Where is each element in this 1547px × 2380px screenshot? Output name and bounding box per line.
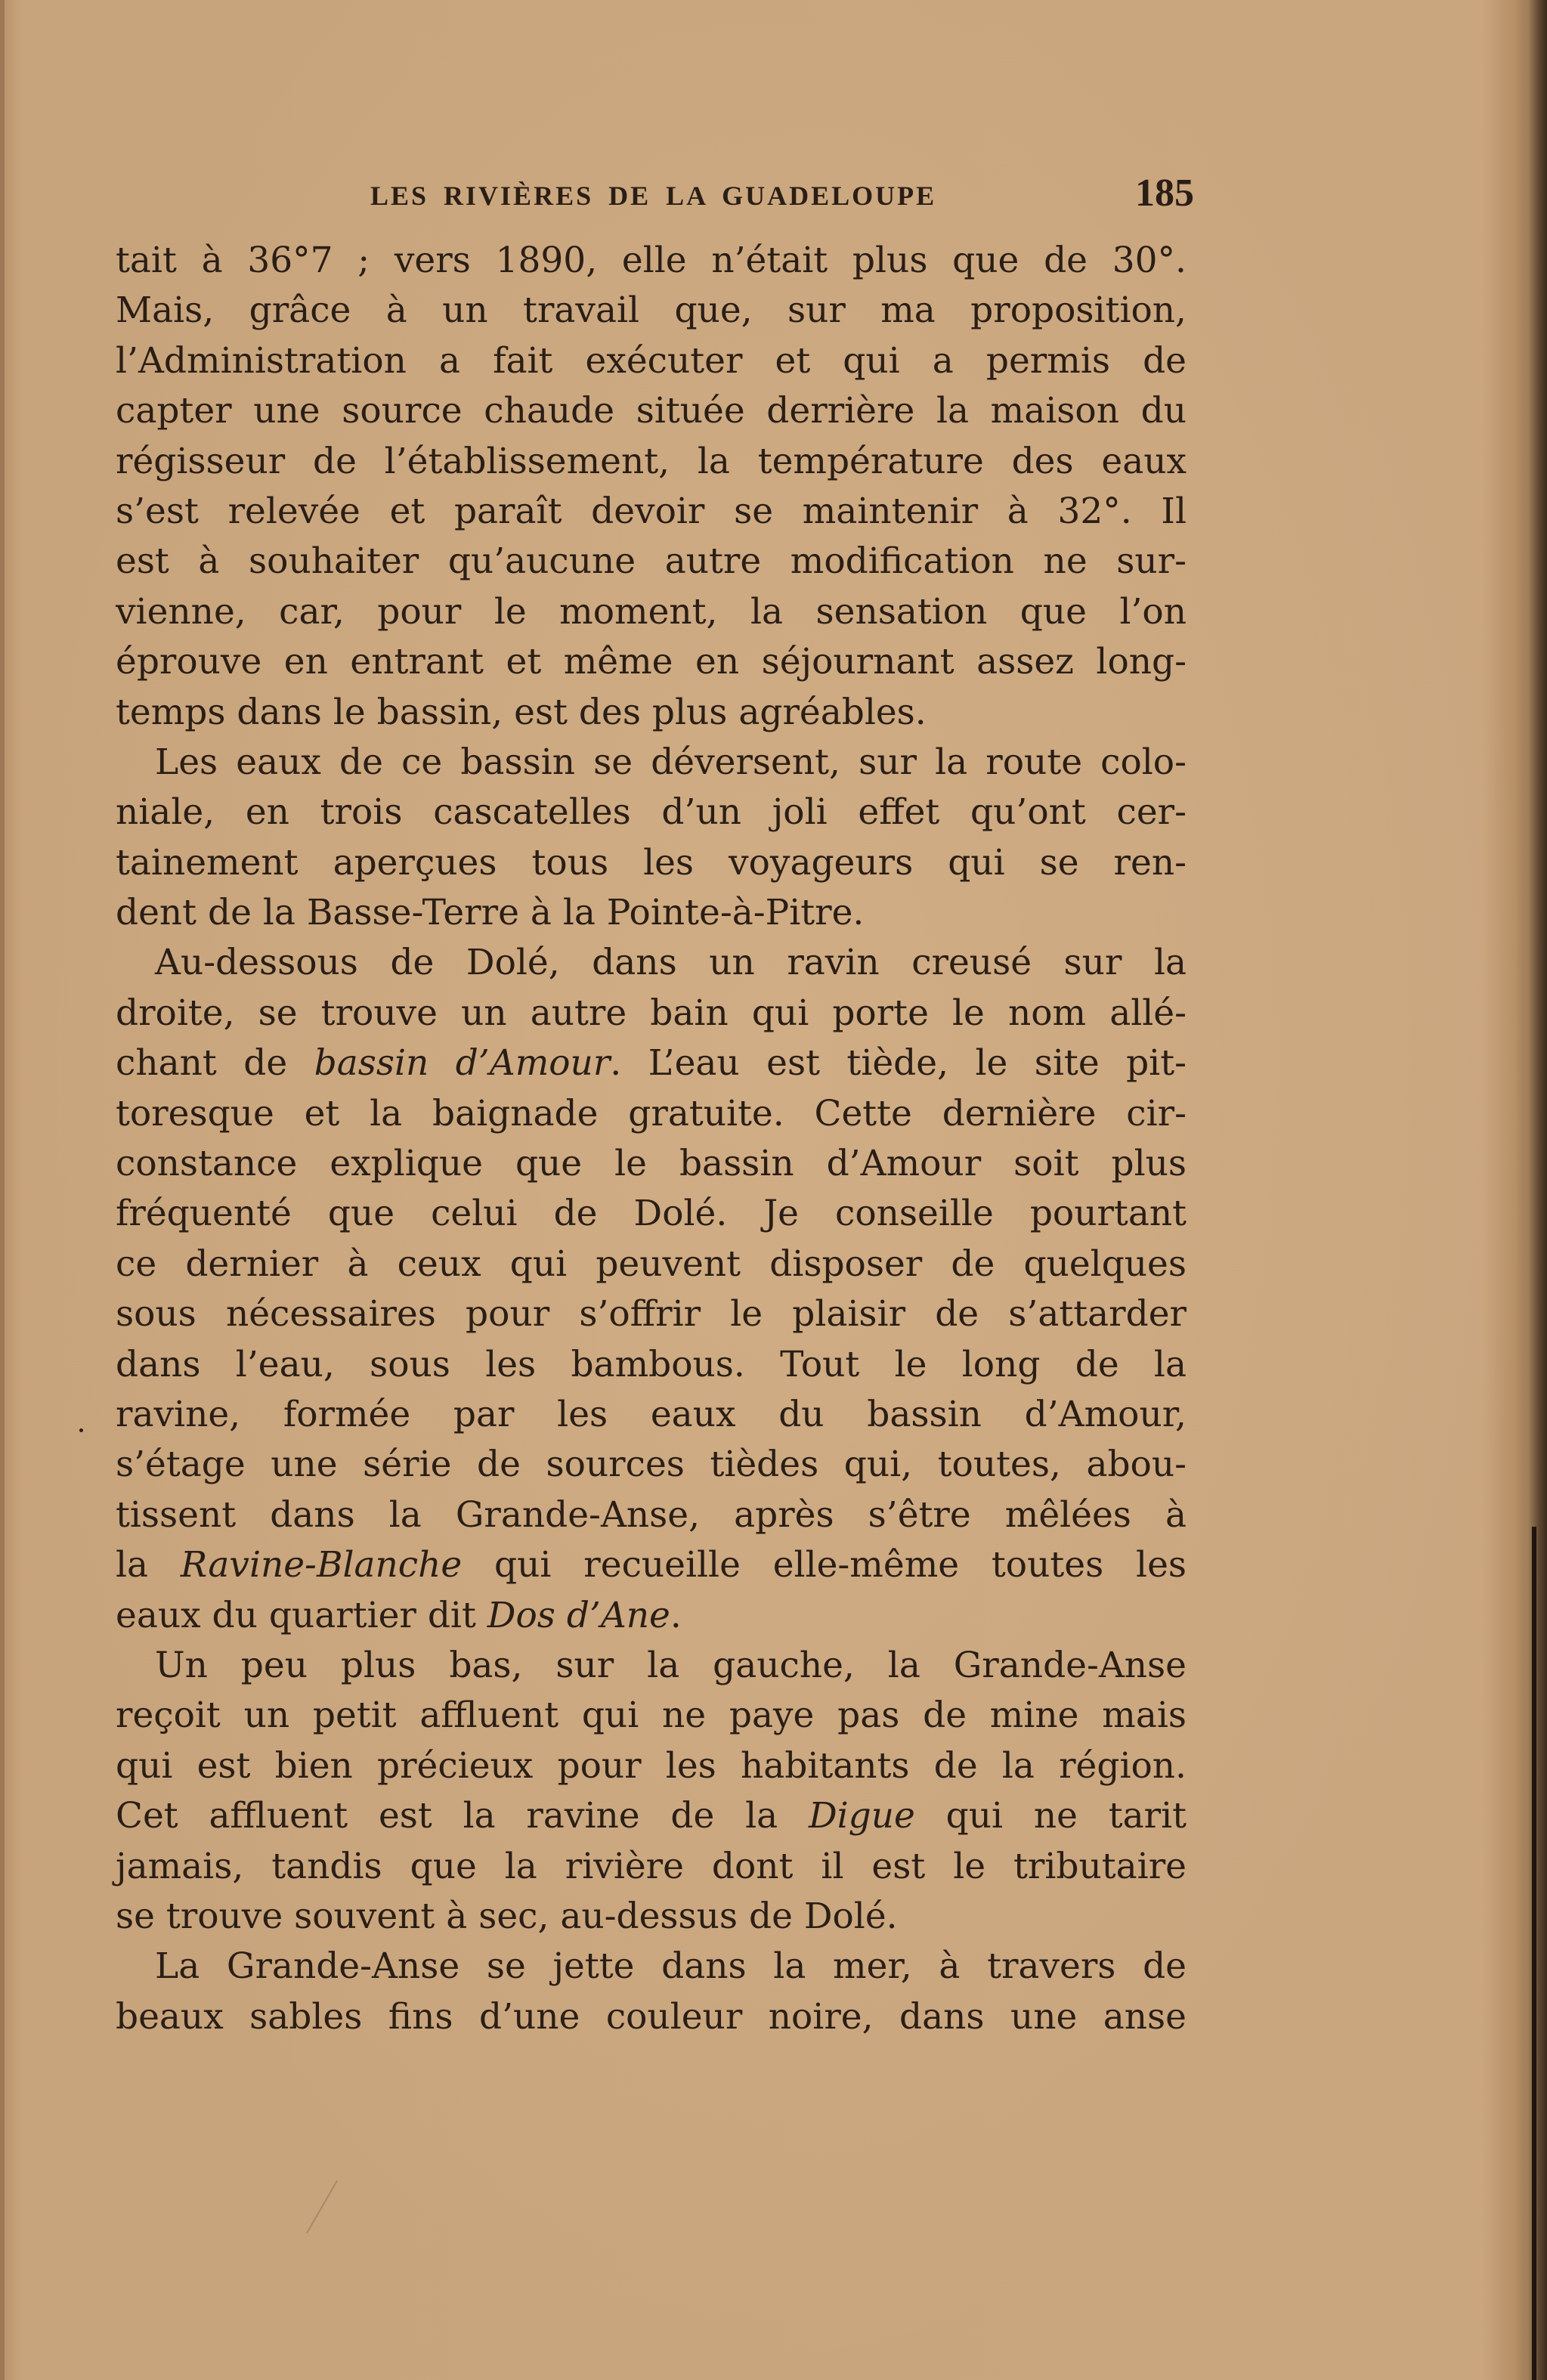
italic-place-name: Digue [808, 1795, 915, 1837]
text-line [116, 1791, 1187, 1841]
line-text: chant de [116, 1042, 314, 1085]
line-text: qui ne tarit [914, 1795, 1187, 1837]
text-line [116, 1591, 1187, 1641]
text-line: l’Administration a fait exécuter et qui a permis de [116, 339, 1187, 382]
italic-place-name: Ravine-Blanche [180, 1544, 463, 1586]
text-line: toresque et la baignade gratuite. Cette dernière cir- [116, 1092, 1187, 1134]
italic-place-name: bassin d’Amour [314, 1042, 611, 1085]
text-line: Un peu plus bas, sur la gauche, la Grande-Anse [155, 1644, 1187, 1686]
text-line: La Grande-Anse se jette dans la mer, à travers de [155, 1945, 1187, 1988]
text-line: dans l’eau, sous les bambous. Tout le long de la [116, 1343, 1187, 1385]
text-line: tait à 36°7 ; vers 1890, elle n’était plus que de 30°. [116, 240, 1187, 281]
text-line [116, 1038, 1187, 1088]
text-line: Mais, grâce à un travail que, sur ma proposition, [116, 289, 1187, 332]
line-text: la [116, 1544, 181, 1586]
line-text: . [670, 1594, 682, 1636]
text-line: reçoit un petit affluent qui ne paye pas de mine mais [116, 1694, 1187, 1737]
line-text: . L’eau est tiède, le site pit- [610, 1042, 1187, 1085]
text-line: temps dans le bassin, est des plus agréables. [116, 691, 927, 733]
text-line: capter une source chaude située derrière la maison du [116, 390, 1187, 432]
italic-place-name: Dos d’Ane [487, 1594, 670, 1636]
body-text [116, 236, 1187, 2042]
text-line: droite, se trouve un autre bain qui porte le nom allé- [116, 992, 1187, 1034]
text-line [116, 1540, 1187, 1590]
text-line: ravine, formée par les eaux du bassin d’Amour, [116, 1393, 1187, 1435]
text-line: beaux sables fins d’une couleur noire, dans une anse [116, 1995, 1187, 2038]
line-text: eaux du quartier dit [116, 1594, 487, 1636]
text-line: Les eaux de ce bassin se déversent, sur la route colo- [155, 741, 1187, 783]
line-text: Cet affluent est la ravine de la [116, 1795, 809, 1837]
text-line: niale, en trois cascatelles d’un joli effet qu’ont cer- [116, 791, 1187, 834]
text-line: éprouve en entrant et même en séjournant assez long- [116, 641, 1187, 683]
pencil-mark [306, 2180, 338, 2233]
page-right-edge-shadow [1515, 0, 1547, 2380]
text-line: régisseur de l’établissement, la température des eaux [116, 440, 1187, 482]
ink-speck [79, 1428, 83, 1432]
text-line: ce dernier à ceux qui peuvent disposer de quelques [116, 1243, 1187, 1285]
text-line: est à souhaiter qu’aucune autre modification ne sur- [116, 540, 1187, 583]
page-left-edge [0, 0, 5, 2380]
page-header [113, 171, 1194, 216]
text-line: tissent dans la Grande-Anse, après s’être mêlées à [116, 1493, 1187, 1536]
text-line: s’étage une série de sources tièdes qui, toutes, abou- [116, 1444, 1187, 1486]
text-line: constance explique que le bassin d’Amour soit plus [116, 1143, 1187, 1185]
text-line: se trouve souvent à sec, au-dessus de Dolé. [116, 1895, 898, 1937]
running-title: LES RIVIÈRES DE LA GUADELOUPE [370, 181, 937, 211]
text-line: tainement aperçues tous les voyageurs qui se ren- [116, 841, 1187, 884]
text-line: dent de la Basse-Terre à la Pointe-à-Pitre. [116, 892, 865, 934]
line-text: qui recueille elle-même toutes les [462, 1544, 1187, 1586]
text-line: vienne, car, pour le moment, la sensation que l’on [116, 590, 1187, 633]
page-number: 185 [1135, 172, 1194, 215]
text-line: Au-dessous de Dolé, dans un ravin creusé sur la [155, 942, 1187, 984]
text-line: jamais, tandis que la rivière dont il est le tributaire [116, 1845, 1187, 1887]
page-binding-edge [1532, 1527, 1536, 2380]
text-line: s’est relevée et paraît devoir se maintenir à 32°. Il [116, 490, 1187, 532]
text-line: fréquenté que celui de Dolé. Je conseille pourtant [116, 1193, 1187, 1235]
text-line: qui est bien précieux pour les habitants de la région. [116, 1744, 1187, 1787]
text-line: sous nécessaires pour s’offrir le plaisir de s’attarder [116, 1293, 1187, 1335]
